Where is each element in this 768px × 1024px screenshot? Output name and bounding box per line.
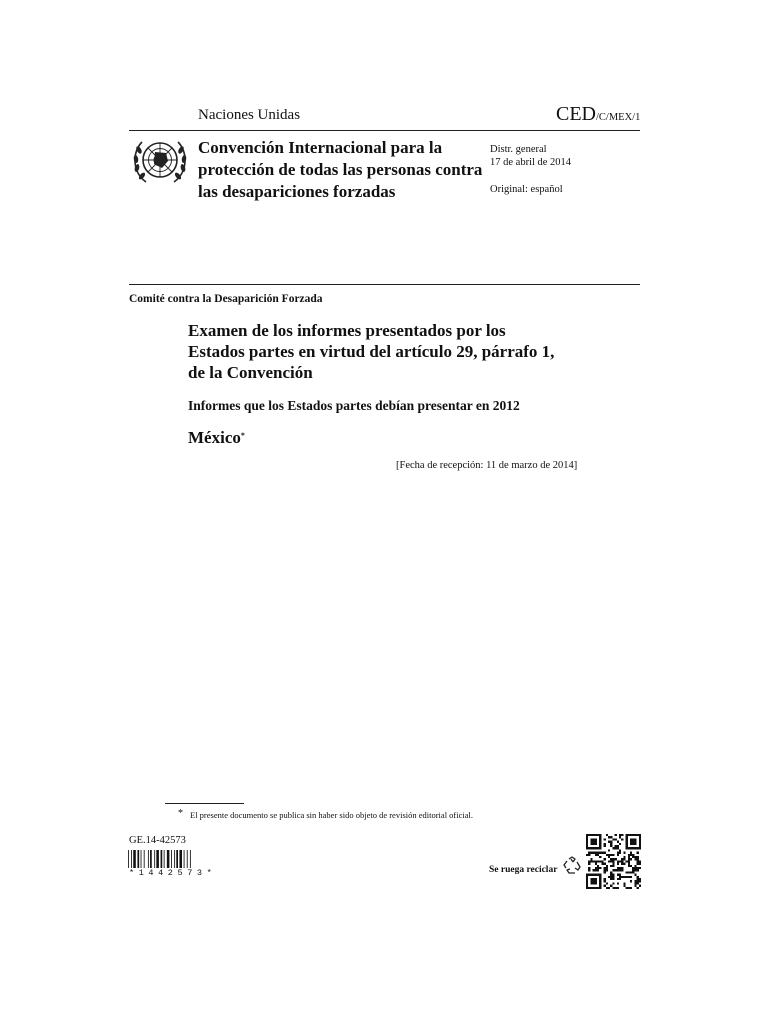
original-language: Original: español [490,184,563,195]
footnote-mark: * [178,808,183,819]
distribution-info [490,143,571,169]
receipt-date: [Fecha de recepción: 11 de marzo de 2014] [396,460,578,471]
footnote-rule [165,803,244,804]
document-title: Examen de los informes presentados por los Estados partes en virtud del artículo 29, párrafo 1, de la Convención [188,321,555,382]
barcode-icon [128,850,218,868]
distribution-label: Distr. general [490,144,547,155]
committee-name: Comité contra la Desaparición Forzada [129,293,323,305]
country-name: México [188,428,241,447]
job-number: GE.14-42573 [129,835,186,846]
qr-code-icon [586,834,641,889]
org-name: Naciones Unidas [198,107,301,123]
document-date: 17 de abril de 2014 [490,157,572,168]
country-heading [188,428,245,448]
symbol-sub: /C/MEX/1 [596,112,641,123]
section-rule [129,284,640,285]
recycle-icon [561,855,583,877]
document-symbol [556,103,640,126]
convention-title: Convención Internacional para la protección de todas las personas contra las desapariciones forzadas [198,138,483,201]
barcode-digits: *1442573* [129,868,217,878]
un-emblem-icon [130,134,190,188]
recycle-text: Se ruega reciclar [489,865,558,875]
footnote-reference: * [240,431,245,440]
header-rule [129,130,640,131]
symbol-main: CED [556,103,596,125]
document-subtitle: Informes que los Estados partes debían presentar en 2012 [188,398,520,413]
footnote-text: El presente documento se publica sin haber sido objeto de revisión editorial oficial. [190,810,474,820]
